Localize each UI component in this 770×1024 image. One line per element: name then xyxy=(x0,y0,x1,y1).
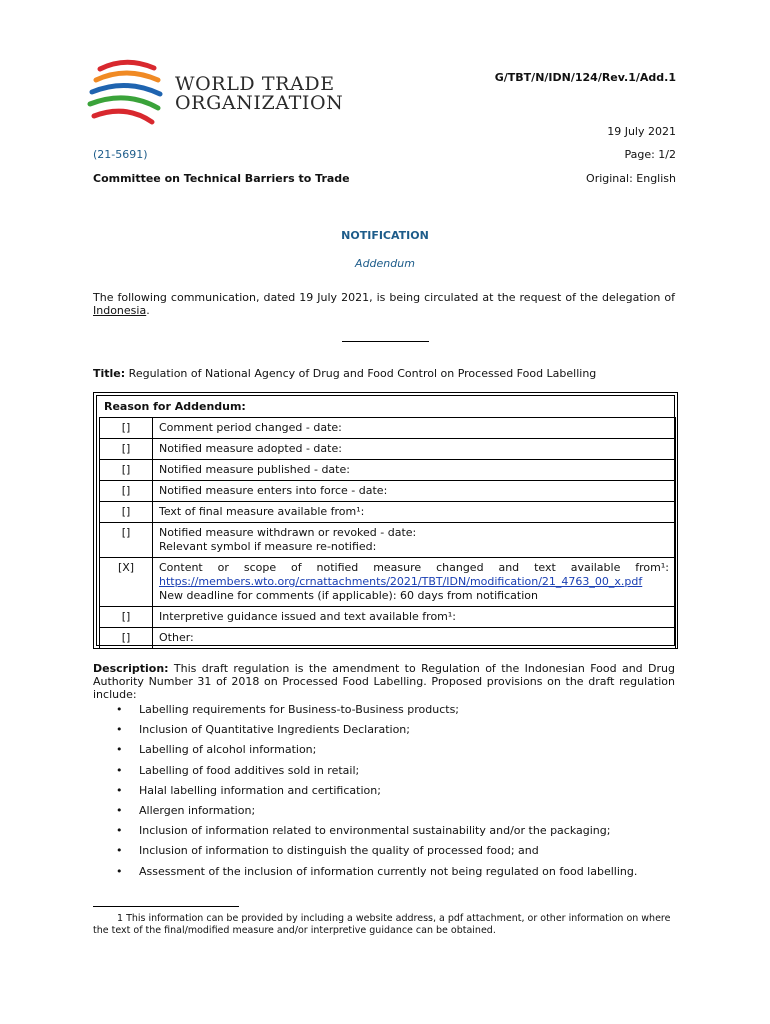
list-item: • Inclusion of information to distinguish the quality of processed food; and xyxy=(93,841,675,861)
table-row xyxy=(100,607,676,628)
title-label: Title: xyxy=(93,367,126,380)
country-name: Indonesia xyxy=(93,304,147,317)
list-item: • Inclusion of Quantitative Ingredients Declaration; xyxy=(93,720,675,740)
provisions-list xyxy=(93,700,675,882)
bullet-icon: • xyxy=(116,864,123,878)
checkbox-mark: [] xyxy=(100,607,153,628)
list-item: • Labelling of food additives sold in retail; xyxy=(93,761,675,781)
description-paragraph: Description: This draft regulation is the amendment to Regulation of the Indonesian Food and Drug Authority Number 31 of 2018 on Processed Food Labelling. Proposed provisions on the draft regulation include: xyxy=(93,662,675,701)
original-language: Original: English xyxy=(586,172,676,185)
list-item: • Inclusion of information related to environmental sustainability and/or the packaging; xyxy=(93,821,675,841)
list-item: • Labelling requirements for Business-to-Business products; xyxy=(93,700,675,720)
checkbox-mark: [X] xyxy=(100,558,153,607)
addendum-subheading: Addendum xyxy=(355,257,415,270)
bullet-icon: • xyxy=(116,703,123,716)
footnote-divider xyxy=(93,906,239,907)
table-row xyxy=(100,460,676,481)
table-row xyxy=(100,523,676,558)
document-date: 19 July 2021 xyxy=(607,125,676,138)
reason-text: Text of final measure available from¹: xyxy=(153,502,676,523)
reason-text: Notified measure published - date: xyxy=(153,460,676,481)
list-item: • Labelling of alcohol information; xyxy=(93,740,675,760)
reason-for-addendum-box xyxy=(93,392,678,649)
bullet-icon: • xyxy=(116,763,123,777)
checkbox-mark: [] xyxy=(100,502,153,523)
description-label: Description: xyxy=(93,662,169,675)
checkbox-mark: [] xyxy=(100,481,153,502)
org-name-line1: WORLD TRADE xyxy=(175,73,335,95)
table-row xyxy=(100,628,676,649)
bullet-icon: • xyxy=(116,743,123,757)
bullet-icon: • xyxy=(116,844,123,858)
checkbox-mark: [] xyxy=(100,439,153,460)
table-row xyxy=(100,502,676,523)
reason-text: Comment period changed - date: xyxy=(153,418,676,439)
footnote: 1 This information can be provided by including a website address, a pdf attachment, or other information on where the text of the final/modified measure and/or interpretive guidance can be obtained. xyxy=(93,913,671,936)
org-name-line2: ORGANIZATION xyxy=(175,92,344,114)
wto-logo-icon xyxy=(86,58,166,132)
intro-paragraph: The following communication, dated 19 July 2021, is being circulated at the request of the delegation of Indonesia. xyxy=(93,291,675,317)
document-number: (21-5691) xyxy=(93,148,148,161)
table-row xyxy=(100,481,676,502)
table-row xyxy=(100,558,676,607)
checkbox-mark: [] xyxy=(100,628,153,649)
logo-arc-green xyxy=(90,98,158,108)
reason-text: Content or scope of notified measure changed and text available from¹: https://members.wto.org/crnattachments/2021/TBT/IDN/modification/21_4763_00_x.pdf New deadline for comments (if applicable): 60 days from notification xyxy=(153,558,676,607)
bullet-icon: • xyxy=(116,783,123,797)
reason-text: Notified measure adopted - date: xyxy=(153,439,676,460)
logo-arc-red-lower xyxy=(94,111,152,122)
reason-text: Other: xyxy=(153,628,676,649)
attachment-link[interactable]: https://members.wto.org/crnattachments/2021/TBT/IDN/modification/21_4763_00_x.pdf xyxy=(159,575,643,588)
checkbox-mark: [] xyxy=(100,418,153,439)
checkbox-mark: [] xyxy=(100,460,153,481)
table-row xyxy=(100,439,676,460)
reason-text: Interpretive guidance issued and text available from¹: xyxy=(153,607,676,628)
page-indicator: Page: 1/2 xyxy=(624,148,676,161)
list-item: • Assessment of the inclusion of information currently not being regulated on food labelling. xyxy=(93,862,675,882)
reason-text: Notified measure enters into force - date: xyxy=(153,481,676,502)
title-text: Regulation of National Agency of Drug and Food Control on Processed Food Labelling xyxy=(125,367,597,380)
document-symbol: G/TBT/N/IDN/124/Rev.1/Add.1 xyxy=(494,71,676,84)
table-row xyxy=(100,418,676,439)
logo-arc-blue xyxy=(92,85,160,94)
notification-heading: NOTIFICATION xyxy=(341,229,429,242)
list-item: • Halal labelling information and certification; xyxy=(93,781,675,801)
list-item: • Allergen information; xyxy=(93,801,675,821)
reason-heading: Reason for Addendum: xyxy=(104,400,246,413)
checkbox-mark: [] xyxy=(100,523,153,558)
committee-name: Committee on Technical Barriers to Trade xyxy=(93,172,350,185)
bullet-icon: • xyxy=(116,803,123,817)
bullet-icon: • xyxy=(116,723,123,737)
section-divider xyxy=(342,341,429,342)
measure-title xyxy=(93,367,596,380)
logo-arc-orange xyxy=(96,73,158,80)
logo-arc-red xyxy=(100,62,154,69)
bullet-icon: • xyxy=(116,824,123,838)
reason-text: Notified measure withdrawn or revoked - date: Relevant symbol if measure re-notified: xyxy=(153,523,676,558)
reason-table xyxy=(99,417,676,649)
